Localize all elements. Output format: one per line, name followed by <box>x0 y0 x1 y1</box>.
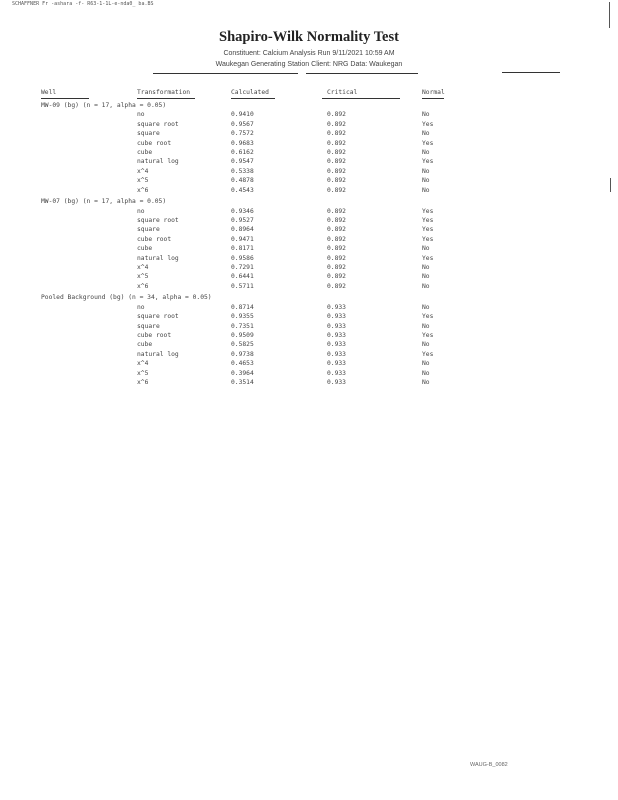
cell-transformation: cube root <box>137 235 172 243</box>
cell-calculated: 0.9509 <box>231 332 254 339</box>
cell-normal: Yes <box>422 139 434 147</box>
cell-critical: 0.933 <box>327 360 346 368</box>
cell-critical: 0.892 <box>327 264 346 271</box>
column-underline-well <box>41 98 89 99</box>
cell-critical: 0.892 <box>327 139 346 147</box>
column-underline-calculated <box>231 98 275 99</box>
cell-normal: Yes <box>422 217 434 224</box>
cell-calculated: 0.9586 <box>231 254 254 262</box>
cell-normal: No <box>422 322 430 330</box>
cell-transformation: cube <box>137 149 153 156</box>
cell-transformation: square root <box>137 217 179 224</box>
header-rule-left <box>153 73 298 74</box>
cell-normal: No <box>422 186 430 194</box>
cell-normal: Yes <box>422 332 434 339</box>
header-rule-right <box>502 72 560 73</box>
cell-normal: No <box>422 379 430 386</box>
cell-calculated: 0.9355 <box>231 313 254 321</box>
cell-calculated: 0.9738 <box>231 350 254 358</box>
column-header-transformation: Transformation <box>137 89 191 96</box>
cell-calculated: 0.7351 <box>231 322 254 330</box>
group-label: Pooled Background (bg) (n = 34, alpha = 0.05) <box>41 294 212 302</box>
cell-transformation: square <box>137 322 160 330</box>
cell-transformation: no <box>137 111 145 119</box>
cell-calculated: 0.9547 <box>231 158 254 166</box>
cell-critical: 0.892 <box>327 226 346 234</box>
cell-critical: 0.892 <box>327 273 346 281</box>
header-rule-center <box>306 73 418 74</box>
cell-calculated: 0.5338 <box>231 167 254 175</box>
cell-transformation: square root <box>137 120 179 128</box>
group-label: MW-09 (bg) (n = 17, alpha = 0.05) <box>41 102 167 109</box>
cell-normal: No <box>422 273 430 281</box>
cell-transformation: cube root <box>137 332 172 339</box>
cell-normal: Yes <box>422 313 434 321</box>
cell-normal: Yes <box>422 254 434 262</box>
cell-critical: 0.933 <box>327 379 346 386</box>
cell-transformation: square <box>137 130 160 138</box>
cell-calculated: 0.4878 <box>231 177 254 185</box>
cell-critical: 0.892 <box>327 254 346 262</box>
cell-normal: No <box>422 303 430 311</box>
cell-normal: No <box>422 177 430 185</box>
cell-transformation: x^6 <box>137 379 149 386</box>
subtitle-site: Waukegan Generating Station Client: NRG Data: Waukegan <box>215 61 403 68</box>
cell-calculated: 0.9410 <box>231 111 254 119</box>
cell-critical: 0.892 <box>327 245 346 253</box>
cell-calculated: 0.9346 <box>231 207 254 215</box>
cell-calculated: 0.3514 <box>231 379 254 386</box>
cell-normal: No <box>422 245 430 253</box>
cell-critical: 0.933 <box>327 332 346 339</box>
cell-critical: 0.892 <box>327 207 346 215</box>
cell-critical: 0.933 <box>327 350 346 358</box>
cell-critical: 0.892 <box>327 111 346 119</box>
cell-transformation: x^5 <box>137 177 149 185</box>
cell-calculated: 0.5825 <box>231 341 254 349</box>
cell-critical: 0.892 <box>327 235 346 243</box>
cell-calculated: 0.8714 <box>231 303 254 311</box>
cell-transformation: x^5 <box>137 369 149 377</box>
cell-critical: 0.933 <box>327 313 346 321</box>
cell-normal: Yes <box>422 120 434 128</box>
cell-transformation: x^5 <box>137 273 149 281</box>
cell-critical: 0.892 <box>327 149 346 156</box>
cell-transformation: square <box>137 226 160 234</box>
cell-critical: 0.892 <box>327 167 346 175</box>
cell-transformation: no <box>137 207 145 215</box>
cell-critical: 0.892 <box>327 120 346 128</box>
cell-calculated: 0.8171 <box>231 245 254 253</box>
cell-calculated: 0.5711 <box>231 282 254 290</box>
cell-transformation: natural log <box>137 158 179 166</box>
cell-normal: No <box>422 282 430 290</box>
cell-calculated: 0.4543 <box>231 186 254 194</box>
cell-normal: No <box>422 369 430 377</box>
cell-normal: No <box>422 130 430 138</box>
cell-critical: 0.933 <box>327 303 346 311</box>
cell-transformation: natural log <box>137 350 179 358</box>
group-label: MW-07 (bg) (n = 17, alpha = 0.05) <box>41 198 167 206</box>
fax-header: SCHAFFNER Fr -ashara -f- R63-1-1L-e-nda0_ ba.BS <box>12 1 154 7</box>
cell-critical: 0.933 <box>327 322 346 330</box>
cell-normal: No <box>422 111 430 119</box>
cell-normal: No <box>422 167 430 175</box>
cell-critical: 0.892 <box>327 158 346 166</box>
cell-critical: 0.933 <box>327 341 346 349</box>
cell-normal: Yes <box>422 158 434 166</box>
subtitle-constituent: Constituent: Calcium Analysis Run 9/11/2021 10:59 AM <box>223 50 395 57</box>
cell-critical: 0.892 <box>327 217 346 224</box>
cell-normal: Yes <box>422 350 434 358</box>
cell-critical: 0.892 <box>327 130 346 138</box>
page-edge-mark-mid <box>610 178 611 192</box>
document-code: WAUG-B_0082 <box>470 762 508 768</box>
column-underline-normal <box>422 98 444 99</box>
cell-transformation: natural log <box>137 254 179 262</box>
cell-transformation: x^4 <box>137 167 149 175</box>
cell-transformation: x^4 <box>137 360 149 368</box>
cell-calculated: 0.4653 <box>231 360 254 368</box>
cell-calculated: 0.9527 <box>231 217 254 224</box>
cell-calculated: 0.9683 <box>231 139 254 147</box>
cell-transformation: x^6 <box>137 186 149 194</box>
cell-critical: 0.892 <box>327 282 346 290</box>
page-edge-mark-top <box>609 2 610 28</box>
cell-calculated: 0.3964 <box>231 369 254 377</box>
cell-transformation: x^4 <box>137 264 149 271</box>
cell-calculated: 0.9471 <box>231 235 254 243</box>
column-header-normal: Normal <box>422 89 445 96</box>
cell-calculated: 0.8964 <box>231 226 254 234</box>
cell-calculated: 0.9567 <box>231 120 254 128</box>
cell-transformation: cube root <box>137 139 172 147</box>
column-header-critical: Critical <box>327 89 358 96</box>
cell-calculated: 0.7572 <box>231 130 254 138</box>
cell-transformation: no <box>137 303 145 311</box>
cell-calculated: 0.6441 <box>231 273 254 281</box>
column-header-well: Well <box>41 89 57 96</box>
document-title: Shapiro-Wilk Normality Test <box>219 29 399 45</box>
cell-normal: No <box>422 264 430 271</box>
cell-transformation: cube <box>137 245 153 253</box>
column-header-calculated: Calculated <box>231 89 269 96</box>
cell-normal: Yes <box>422 235 434 243</box>
cell-normal: No <box>422 341 430 349</box>
cell-normal: Yes <box>422 226 434 234</box>
cell-normal: No <box>422 360 430 368</box>
cell-transformation: x^6 <box>137 282 149 290</box>
cell-calculated: 0.7291 <box>231 264 254 271</box>
cell-critical: 0.933 <box>327 369 346 377</box>
cell-normal: No <box>422 149 430 156</box>
cell-transformation: cube <box>137 341 153 349</box>
cell-critical: 0.892 <box>327 186 346 194</box>
column-underline-transformation <box>137 98 195 99</box>
cell-calculated: 0.6162 <box>231 149 254 156</box>
cell-normal: Yes <box>422 207 434 215</box>
column-underline-critical <box>322 98 400 99</box>
cell-critical: 0.892 <box>327 177 346 185</box>
cell-transformation: square root <box>137 313 179 321</box>
